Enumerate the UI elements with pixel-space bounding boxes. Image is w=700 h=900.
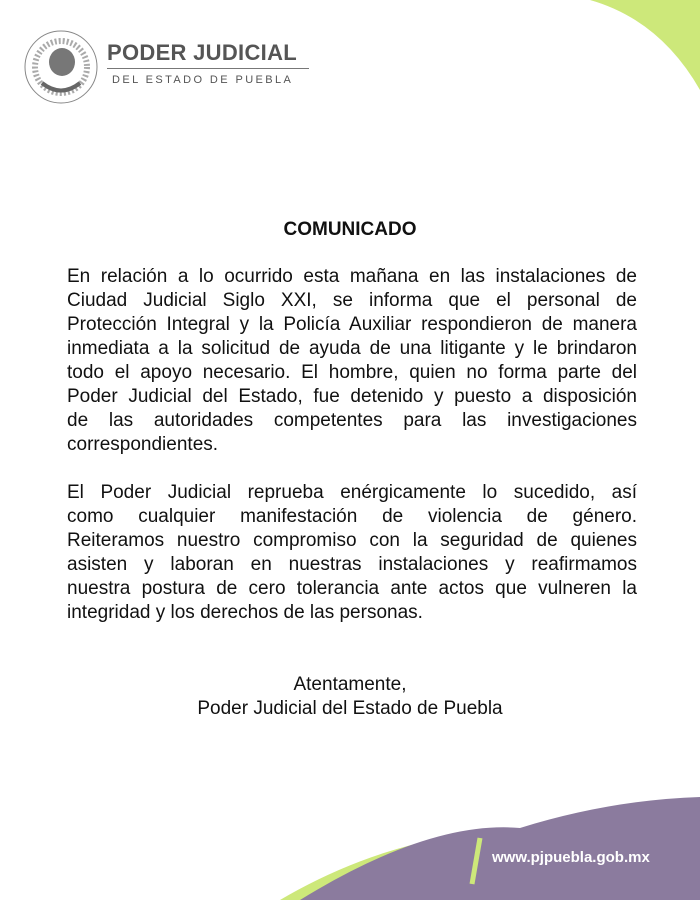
text-line: correspondientes.: [67, 434, 219, 455]
text-line: El Poder Judicial reprueba enérgicamente lo sucedido, así: [67, 482, 637, 503]
paragraph-2: [67, 481, 637, 625]
brand-subtitle: DEL ESTADO DE PUEBLA: [112, 74, 294, 86]
text-line: inmediata a la solicitud de ayuda de una litigante y le brindaron: [67, 338, 637, 359]
text-line: Poder Judicial del Estado, fue detenido y puesto a disposición: [67, 386, 637, 407]
text-line: todo el apoyo necesario. El hombre, quien no forma parte del: [67, 362, 637, 383]
brand-title: PODER JUDICIAL: [107, 40, 309, 69]
text-line: de las autoridades competentes para las investigaciones: [67, 410, 637, 431]
text-line: Protección Integral y la Policía Auxiliar respondieron de manera: [67, 314, 637, 335]
text-line: nuestra postura de cero tolerancia ante actos que vulneren la: [67, 578, 637, 599]
text-line: como cualquier manifestación de violencia de género.: [67, 506, 637, 527]
text-line: asisten y laboran en nuestras instalaciones y reafirmamos: [67, 554, 637, 575]
brand-logo: [107, 40, 309, 86]
document-title: COMUNICADO: [283, 219, 417, 240]
closing-salutation: Atentamente,: [293, 674, 407, 695]
text-line: Reiteramos nuestro compromiso con la seguridad de quienes: [67, 530, 637, 551]
text-line: integridad y los derechos de las personas.: [67, 602, 423, 623]
website-url: www.pjpuebla.gob.mx: [492, 849, 650, 866]
text-line: En relación a lo ocurrido esta mañana en las instalaciones de: [67, 266, 637, 287]
top-right-green-curve: [590, 0, 700, 90]
closing-block: [0, 673, 700, 721]
mexican-coat-of-arms-seal: [22, 28, 100, 106]
paragraph-1: [67, 265, 637, 457]
text-line: Ciudad Judicial Siglo XXI, se informa que el personal de: [67, 290, 637, 311]
signature: Poder Judicial del Estado de Puebla: [197, 698, 503, 719]
